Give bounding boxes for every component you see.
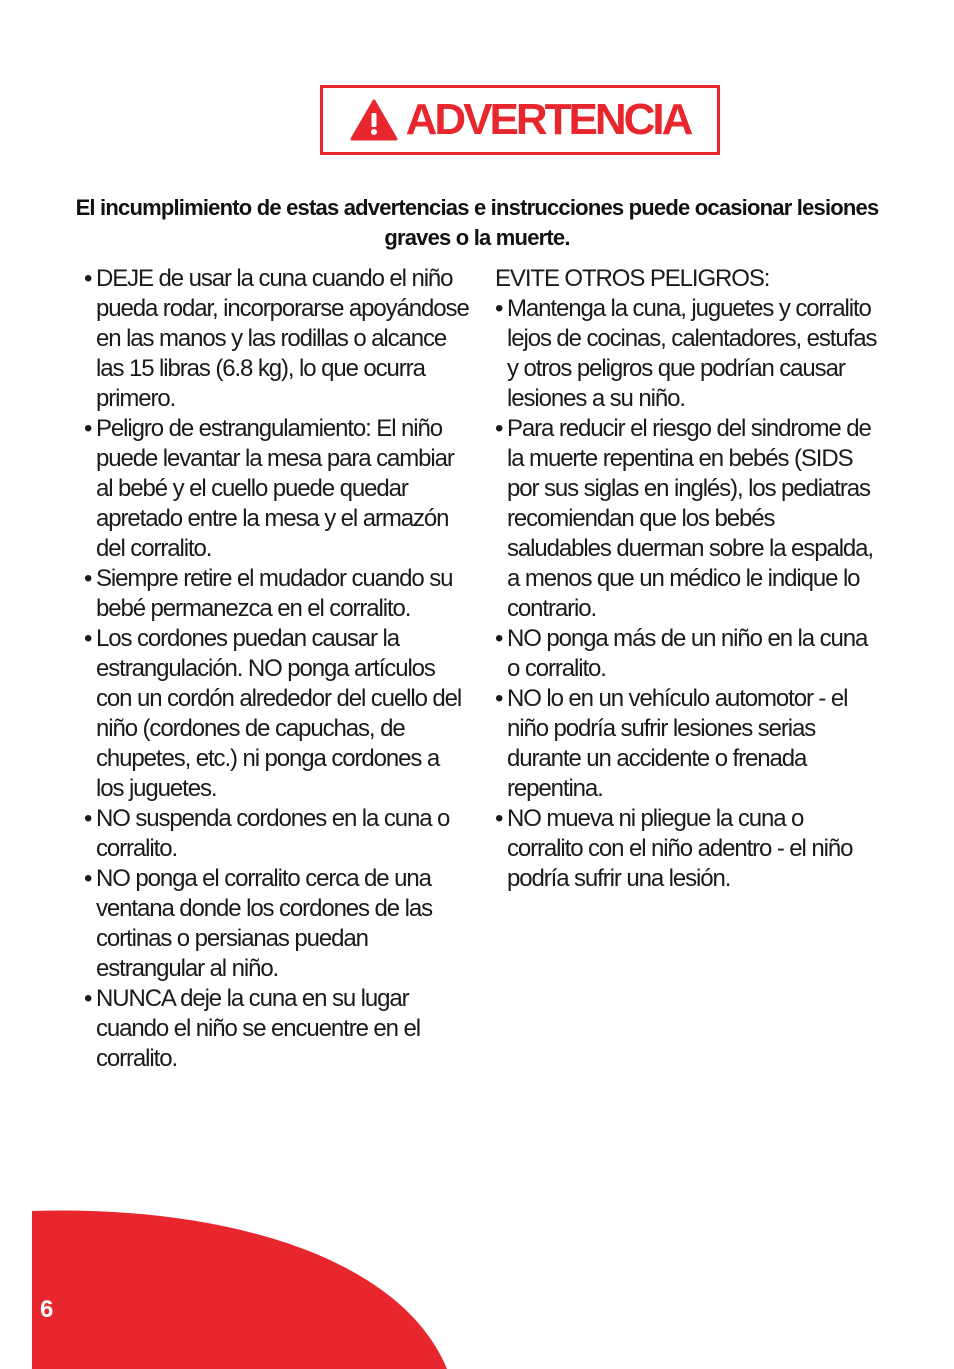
list-item <box>84 264 470 414</box>
list-item <box>495 294 880 414</box>
list-item <box>495 414 880 624</box>
warning-title: ADVERTENCIA <box>405 95 691 144</box>
list-item-text: NO mueva ni pliegue la cuna o corralito con el niño adentro - el niño podría sufrir una lesión. <box>507 805 853 892</box>
list-item-text: Los cordones puedan causar la estrangulación. NO ponga artículos con un cordón alrededor del cuello del niño (cordones de capuchas, de chupetes, etc.) ni ponga cordones a los juguetes. <box>96 625 462 802</box>
list-item <box>84 414 470 564</box>
list-item-text: Para reducir el riesgo del sindrome de la muerte repentina en bebés (SIDS por sus siglas en inglés), los pediatras recomiendan que los bebés saludables duerman sobre la espalda, a menos que un médico le indique lo contrario. <box>507 415 873 622</box>
bullet: • <box>495 685 503 712</box>
list-item-text: NO ponga más de un niño en la cuna o corralito. <box>507 625 868 682</box>
bullet: • <box>84 565 92 592</box>
list-item <box>84 984 470 1074</box>
list-item-text: Peligro de estrangulamiento: El niño puede levantar la mesa para cambiar al bebé y el cuello puede quedar apretado entre la mesa y el armazón del corralito. <box>96 415 454 562</box>
bullet: • <box>495 805 503 832</box>
warning-banner <box>320 85 720 155</box>
left-bullet-list <box>84 264 470 1074</box>
list-item <box>84 624 470 804</box>
list-item <box>84 804 470 864</box>
list-item-text: NO suspenda cordones en la cuna o corralito. <box>96 805 450 862</box>
list-item-text: NO lo en un vehículo automotor - el niño podría sufrir lesiones serias durante un accidente o frenada repentina. <box>507 685 848 802</box>
bullet: • <box>84 625 92 652</box>
bullet: • <box>84 415 92 442</box>
section-heading: EVITE OTROS PELIGROS: <box>495 265 770 292</box>
list-item-text: DEJE de usar la cuna cuando el niño pueda rodar, incorporarse apoyándose en las manos y las rodillas o alcance las 15 libras (6.8 kg), lo que ocurra primero. <box>96 265 469 412</box>
bullet: • <box>84 865 92 892</box>
right-bullet-list <box>495 294 880 894</box>
list-item <box>84 564 470 624</box>
footer-decoration <box>0 1205 954 1369</box>
list-item-text: Mantenga la cuna, juguetes y corralito lejos de cocinas, calentadores, estufas y otros peligros que podrían causar lesiones a su niño. <box>507 295 877 412</box>
bullet: • <box>84 265 92 292</box>
list-item-text: NO ponga el corralito cerca de una ventana donde los cordones de las cortinas o persianas puedan estrangular al niño. <box>96 865 432 982</box>
bullet: • <box>495 295 503 322</box>
bullet: • <box>495 415 503 442</box>
bullet: • <box>84 805 92 832</box>
list-item <box>84 864 470 984</box>
left-column <box>84 264 470 1074</box>
list-item-text: NUNCA deje la cuna en su lugar cuando el niño se encuentre en el corralito. <box>96 985 420 1072</box>
list-item <box>495 684 880 804</box>
bullet: • <box>84 985 92 1012</box>
bullet: • <box>495 625 503 652</box>
list-item-text: Siempre retire el mudador cuando su bebé permanezca en el corralito. <box>96 565 453 622</box>
right-column <box>495 264 880 894</box>
intro-text: El incumplimiento de estas advertencias e instrucciones puede ocasionar lesiones graves o la muerte. <box>75 195 879 250</box>
list-item <box>495 804 880 894</box>
page-number: 6 <box>40 1296 54 1323</box>
list-item <box>495 624 880 684</box>
warning-triangle-icon <box>350 98 398 142</box>
